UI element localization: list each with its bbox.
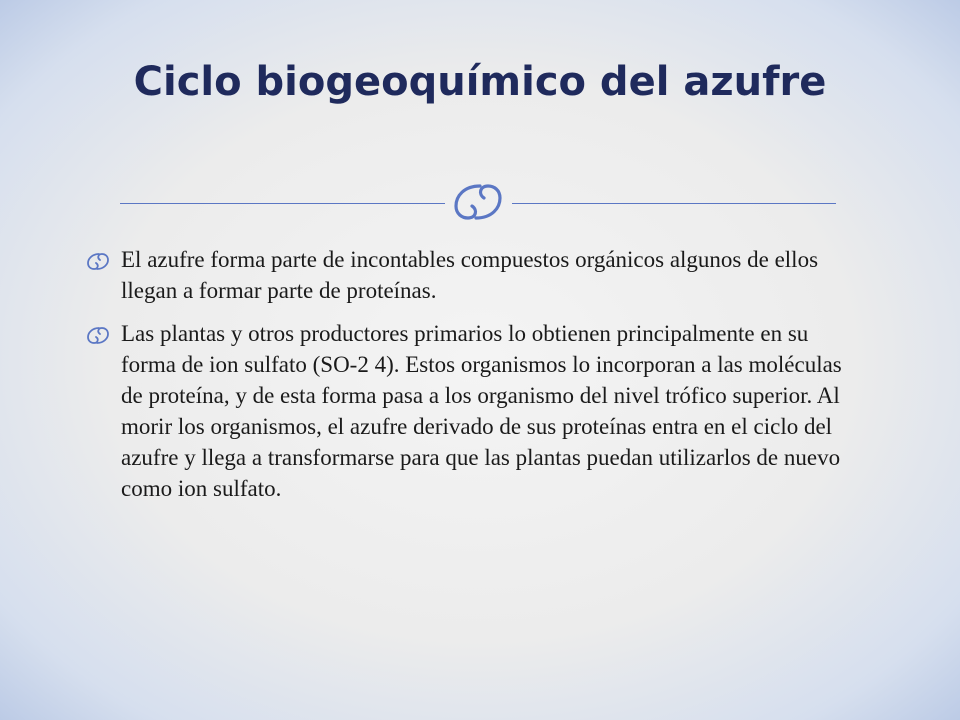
ornament-bullet-icon [86,251,110,271]
title-divider [120,180,836,224]
slide-title: Ciclo biogeoquímico del azufre [133,59,827,105]
divider-line-right [512,203,836,204]
list-item [86,318,866,504]
bullet-text: Las plantas y otros productores primarios lo obtienen principalmente en su forma de ion sulfato (SO-2 4). Estos organismos lo incorporan a las moléculas de proteína, y de esta forma pasa a los organismo del nivel trófico superior. Al morir los organismos, el azufre derivado de sus proteínas entra en el ciclo del azufre y llega a transformarse para que las plantas puedan utilizarlos de nuevo como ion sulfato. [121,321,842,501]
ornament-bullet-icon [86,325,110,345]
divider-line-left [120,203,445,204]
bullet-text: El azufre forma parte de incontables compuestos orgánicos algunos de ellos llegan a formar parte de proteínas. [121,247,819,303]
bullet-list [86,244,866,516]
ornament-icon [450,180,506,224]
list-item [86,244,866,306]
